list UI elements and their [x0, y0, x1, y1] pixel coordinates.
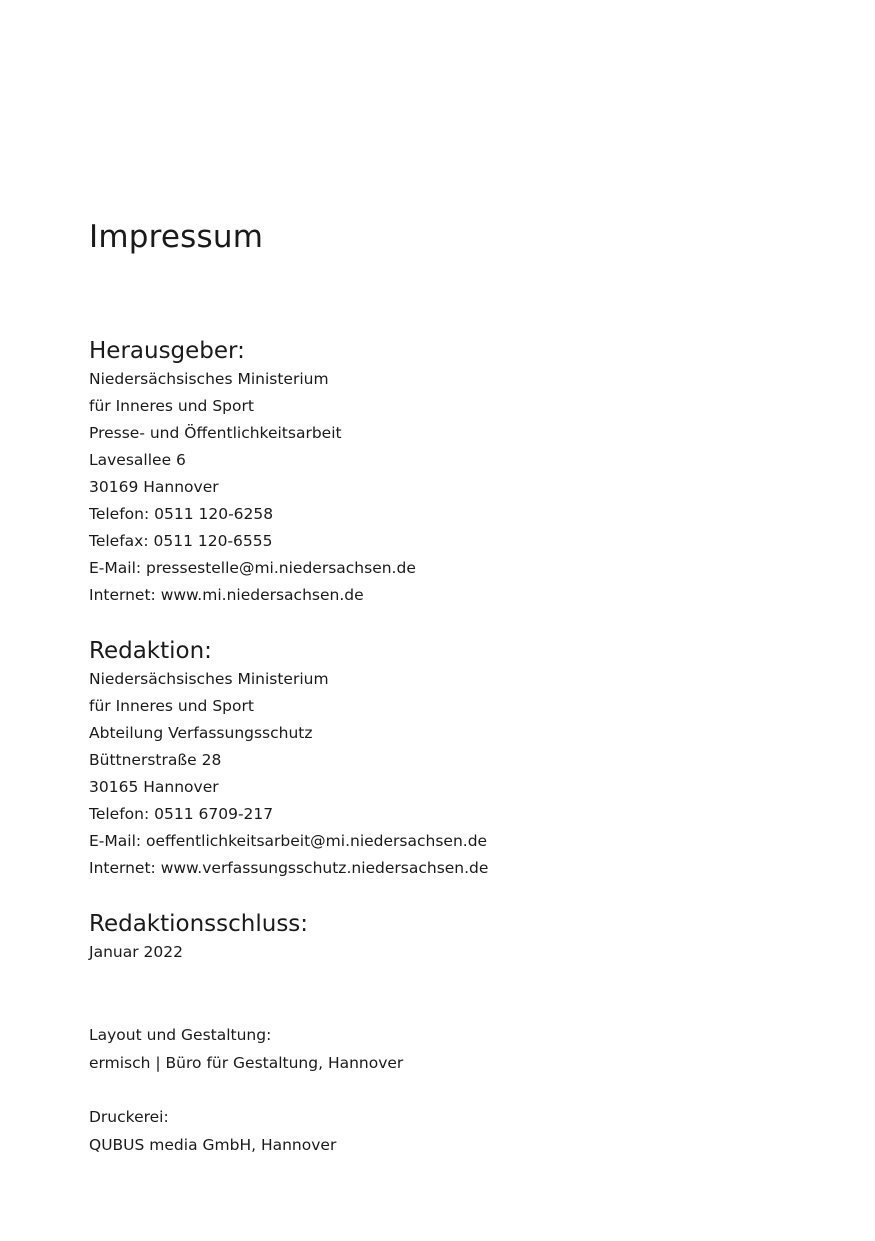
redaktionsschluss-section — [89, 909, 308, 966]
herausgeber-line-ministry: Niedersächsisches Ministerium — [89, 370, 329, 388]
redaktion-heading: Redaktion: — [89, 638, 212, 664]
druckerei-credit — [89, 1103, 336, 1159]
redaktionsschluss-date: Januar 2022 — [89, 943, 183, 961]
druckerei-value: QUBUS media GmbH, Hannover — [89, 1136, 337, 1154]
herausgeber-section — [89, 336, 416, 609]
herausgeber-line-website[interactable]: Internet: www.mi.niedersachsen.de — [89, 586, 364, 604]
redaktion-line-ministry: Niedersächsisches Ministerium — [89, 670, 329, 688]
redaktion-line-department: Abteilung Verfassungsschutz — [89, 724, 313, 742]
herausgeber-line-fax: Telefax: 0511 120-6555 — [89, 532, 273, 550]
herausgeber-address — [89, 366, 416, 609]
herausgeber-heading: Herausgeber: — [89, 338, 245, 364]
redaktion-section — [89, 636, 488, 882]
herausgeber-line-phone: Telefon: 0511 120-6258 — [89, 505, 274, 523]
herausgeber-line-city: 30169 Hannover — [89, 478, 219, 496]
herausgeber-line-department: Presse- und Öffentlichkeitsarbeit — [89, 424, 342, 442]
druckerei-label: Druckerei: — [89, 1108, 169, 1126]
redaktionsschluss-lines — [89, 939, 308, 966]
layout-label: Layout und Gestaltung: — [89, 1026, 272, 1044]
redaktion-line-website[interactable]: Internet: www.verfassungsschutz.niedersachsen.de — [89, 859, 489, 877]
redaktion-line-phone: Telefon: 0511 6709-217 — [89, 805, 274, 823]
redaktion-line-email[interactable]: E-Mail: oeffentlichkeitsarbeit@mi.niedersachsen.de — [89, 832, 488, 850]
herausgeber-line-street: Lavesallee 6 — [89, 451, 186, 469]
redaktion-address — [89, 666, 488, 882]
page-title: Impressum — [89, 219, 264, 255]
herausgeber-line-ministry-sub: für Inneres und Sport — [89, 397, 254, 415]
herausgeber-line-email[interactable]: E-Mail: pressestelle@mi.niedersachsen.de — [89, 559, 416, 577]
redaktion-line-ministry-sub: für Inneres und Sport — [89, 697, 254, 715]
redaktion-line-street: Büttnerstraße 28 — [89, 751, 222, 769]
redaktion-line-city: 30165 Hannover — [89, 778, 219, 796]
layout-value: ermisch | Büro für Gestaltung, Hannover — [89, 1054, 404, 1072]
redaktionsschluss-heading: Redaktionsschluss: — [89, 911, 309, 937]
layout-credit — [89, 1021, 403, 1077]
